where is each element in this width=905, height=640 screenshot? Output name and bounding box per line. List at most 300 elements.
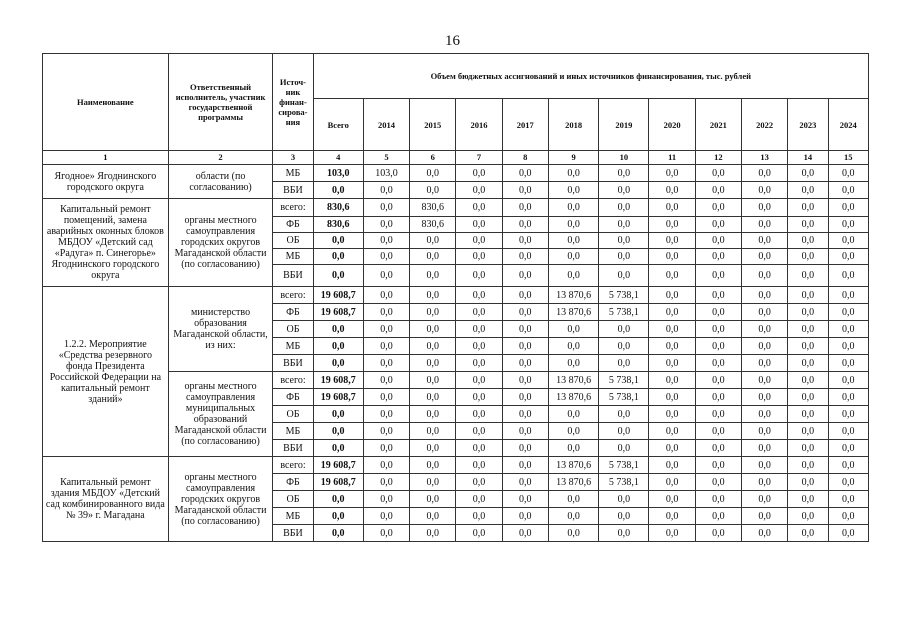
year-value-cell: 0,0 xyxy=(363,182,409,199)
executor-cell: органы местного самоуправления муниципальных образований Магаданской области (по согласованию) xyxy=(168,372,273,457)
year-value-cell: 0,0 xyxy=(456,355,502,372)
year-value-cell: 0,0 xyxy=(410,372,456,389)
year-value-cell: 0,0 xyxy=(363,217,409,233)
total-cell: 830,6 xyxy=(313,217,363,233)
column-number: 5 xyxy=(363,151,409,165)
financing-table xyxy=(42,53,869,542)
year-value-cell: 0,0 xyxy=(599,217,649,233)
year-value-cell: 0,0 xyxy=(742,372,788,389)
year-value-cell: 0,0 xyxy=(828,265,868,287)
year-value-cell: 0,0 xyxy=(828,165,868,182)
year-value-cell: 0,0 xyxy=(788,338,828,355)
total-cell: 0,0 xyxy=(313,338,363,355)
year-value-cell: 0,0 xyxy=(502,423,548,440)
year-value-cell: 0,0 xyxy=(410,406,456,423)
year-value-cell: 0,0 xyxy=(456,372,502,389)
year-value-cell: 0,0 xyxy=(599,406,649,423)
year-value-cell: 0,0 xyxy=(695,233,741,249)
total-cell: 103,0 xyxy=(313,165,363,182)
year-value-cell: 830,6 xyxy=(410,199,456,217)
year-value-cell: 0,0 xyxy=(788,304,828,321)
year-value-cell: 0,0 xyxy=(502,474,548,491)
year-value-cell: 0,0 xyxy=(742,265,788,287)
year-value-cell: 0,0 xyxy=(456,457,502,474)
year-value-cell: 0,0 xyxy=(742,321,788,338)
executor-cell: органы местного самоуправления городских округов Магаданской области (по согласованию) xyxy=(168,199,273,287)
year-value-cell: 0,0 xyxy=(548,355,598,372)
year-value-cell: 0,0 xyxy=(363,508,409,525)
total-cell: 0,0 xyxy=(313,406,363,423)
year-value-cell: 0,0 xyxy=(828,321,868,338)
column-number: 15 xyxy=(828,151,868,165)
total-cell: 0,0 xyxy=(313,249,363,265)
total-cell: 0,0 xyxy=(313,440,363,457)
year-value-cell: 0,0 xyxy=(828,474,868,491)
year-value-cell: 0,0 xyxy=(742,304,788,321)
source-cell: ВБИ xyxy=(273,182,313,199)
year-value-cell: 0,0 xyxy=(363,265,409,287)
total-cell: 0,0 xyxy=(313,265,363,287)
source-cell: ВБИ xyxy=(273,355,313,372)
year-value-cell: 0,0 xyxy=(548,440,598,457)
column-number: 13 xyxy=(742,151,788,165)
year-value-cell: 0,0 xyxy=(788,474,828,491)
year-value-cell: 0,0 xyxy=(502,525,548,542)
year-value-cell: 0,0 xyxy=(548,423,598,440)
year-value-cell: 5 738,1 xyxy=(599,304,649,321)
year-value-cell: 0,0 xyxy=(695,440,741,457)
year-value-cell: 0,0 xyxy=(742,406,788,423)
year-value-cell: 0,0 xyxy=(502,338,548,355)
year-value-cell: 0,0 xyxy=(695,287,741,304)
total-cell: 830,6 xyxy=(313,199,363,217)
col-header-year: 2021 xyxy=(695,99,741,151)
year-value-cell: 0,0 xyxy=(548,338,598,355)
year-value-cell: 0,0 xyxy=(363,406,409,423)
year-value-cell: 0,0 xyxy=(649,508,695,525)
year-value-cell: 0,0 xyxy=(788,287,828,304)
year-value-cell: 0,0 xyxy=(649,249,695,265)
year-value-cell: 0,0 xyxy=(599,338,649,355)
year-value-cell: 0,0 xyxy=(742,389,788,406)
year-value-cell: 0,0 xyxy=(788,423,828,440)
year-value-cell: 0,0 xyxy=(695,217,741,233)
column-number: 4 xyxy=(313,151,363,165)
col-header-year: 2014 xyxy=(363,99,409,151)
year-value-cell: 0,0 xyxy=(649,217,695,233)
col-header-name: Наименование xyxy=(43,54,169,151)
source-cell: всего: xyxy=(273,287,313,304)
year-value-cell: 0,0 xyxy=(363,233,409,249)
year-value-cell: 0,0 xyxy=(649,423,695,440)
column-number: 1 xyxy=(43,151,169,165)
year-value-cell: 0,0 xyxy=(788,389,828,406)
source-cell: МБ xyxy=(273,165,313,182)
total-cell: 19 608,7 xyxy=(313,372,363,389)
year-value-cell: 0,0 xyxy=(502,406,548,423)
year-value-cell: 0,0 xyxy=(599,165,649,182)
year-value-cell: 0,0 xyxy=(788,406,828,423)
year-value-cell: 0,0 xyxy=(742,338,788,355)
year-value-cell: 0,0 xyxy=(742,355,788,372)
year-value-cell: 0,0 xyxy=(788,265,828,287)
col-header-year: 2023 xyxy=(788,99,828,151)
year-value-cell: 0,0 xyxy=(649,474,695,491)
year-value-cell: 0,0 xyxy=(695,165,741,182)
year-value-cell: 0,0 xyxy=(548,265,598,287)
year-value-cell: 0,0 xyxy=(695,355,741,372)
source-cell: МБ xyxy=(273,249,313,265)
year-value-cell: 0,0 xyxy=(828,491,868,508)
year-value-cell: 0,0 xyxy=(548,182,598,199)
year-value-cell: 0,0 xyxy=(363,525,409,542)
year-value-cell: 0,0 xyxy=(649,265,695,287)
column-number: 3 xyxy=(273,151,313,165)
year-value-cell: 0,0 xyxy=(649,321,695,338)
year-value-cell: 0,0 xyxy=(548,491,598,508)
col-header-year: 2024 xyxy=(828,99,868,151)
source-cell: ВБИ xyxy=(273,440,313,457)
year-value-cell: 0,0 xyxy=(649,165,695,182)
year-value-cell: 0,0 xyxy=(410,233,456,249)
executor-cell: области (по согласованию) xyxy=(168,165,273,199)
source-cell: ОБ xyxy=(273,491,313,508)
year-value-cell: 0,0 xyxy=(649,440,695,457)
year-value-cell: 0,0 xyxy=(599,249,649,265)
year-value-cell: 0,0 xyxy=(788,508,828,525)
year-value-cell: 0,0 xyxy=(649,406,695,423)
source-cell: ФБ xyxy=(273,304,313,321)
year-value-cell: 0,0 xyxy=(502,389,548,406)
year-value-cell: 0,0 xyxy=(548,217,598,233)
source-cell: ФБ xyxy=(273,217,313,233)
column-number-row xyxy=(43,151,869,165)
year-value-cell: 0,0 xyxy=(742,217,788,233)
year-value-cell: 0,0 xyxy=(788,217,828,233)
year-value-cell: 0,0 xyxy=(788,372,828,389)
year-value-cell: 0,0 xyxy=(456,199,502,217)
total-cell: 0,0 xyxy=(313,423,363,440)
year-value-cell: 0,0 xyxy=(502,304,548,321)
year-value-cell: 0,0 xyxy=(788,165,828,182)
year-value-cell: 0,0 xyxy=(649,287,695,304)
year-value-cell: 0,0 xyxy=(828,440,868,457)
year-value-cell: 0,0 xyxy=(456,165,502,182)
year-value-cell: 0,0 xyxy=(742,474,788,491)
total-cell: 0,0 xyxy=(313,508,363,525)
year-value-cell: 0,0 xyxy=(828,525,868,542)
year-value-cell: 0,0 xyxy=(456,440,502,457)
column-number: 10 xyxy=(599,151,649,165)
source-cell: всего: xyxy=(273,199,313,217)
year-value-cell: 0,0 xyxy=(456,525,502,542)
year-value-cell: 0,0 xyxy=(649,372,695,389)
table-body xyxy=(43,54,869,542)
year-value-cell: 0,0 xyxy=(695,265,741,287)
year-value-cell: 0,0 xyxy=(410,265,456,287)
year-value-cell: 0,0 xyxy=(828,372,868,389)
year-value-cell: 0,0 xyxy=(742,440,788,457)
total-cell: 19 608,7 xyxy=(313,304,363,321)
year-value-cell: 0,0 xyxy=(742,525,788,542)
table-row xyxy=(43,287,869,304)
year-value-cell: 0,0 xyxy=(599,233,649,249)
year-value-cell: 0,0 xyxy=(456,406,502,423)
year-value-cell: 0,0 xyxy=(695,457,741,474)
year-value-cell: 0,0 xyxy=(742,165,788,182)
year-value-cell: 0,0 xyxy=(456,287,502,304)
year-value-cell: 0,0 xyxy=(788,199,828,217)
year-value-cell: 0,0 xyxy=(410,304,456,321)
year-value-cell: 0,0 xyxy=(363,199,409,217)
year-value-cell: 13 870,6 xyxy=(548,474,598,491)
year-value-cell: 0,0 xyxy=(742,199,788,217)
year-value-cell: 0,0 xyxy=(410,525,456,542)
year-value-cell: 0,0 xyxy=(410,338,456,355)
year-value-cell: 0,0 xyxy=(695,491,741,508)
year-value-cell: 0,0 xyxy=(742,287,788,304)
executor-cell: министерство образования Магаданской области, из них: xyxy=(168,287,273,372)
year-value-cell: 0,0 xyxy=(548,406,598,423)
year-value-cell: 0,0 xyxy=(502,217,548,233)
year-value-cell: 0,0 xyxy=(363,355,409,372)
year-value-cell: 0,0 xyxy=(456,217,502,233)
year-value-cell: 0,0 xyxy=(649,525,695,542)
year-value-cell: 0,0 xyxy=(502,165,548,182)
total-cell: 0,0 xyxy=(313,525,363,542)
page-number: 16 xyxy=(445,33,460,49)
total-cell: 19 608,7 xyxy=(313,457,363,474)
year-value-cell: 5 738,1 xyxy=(599,389,649,406)
year-value-cell: 0,0 xyxy=(649,233,695,249)
year-value-cell: 0,0 xyxy=(828,338,868,355)
year-value-cell: 0,0 xyxy=(742,508,788,525)
year-value-cell: 0,0 xyxy=(695,423,741,440)
year-value-cell: 0,0 xyxy=(742,491,788,508)
year-value-cell: 0,0 xyxy=(828,199,868,217)
measure-name-cell: Ягодное» Ягоднинского городского округа xyxy=(43,165,169,199)
year-value-cell: 0,0 xyxy=(502,199,548,217)
year-value-cell: 0,0 xyxy=(410,474,456,491)
year-value-cell: 0,0 xyxy=(788,491,828,508)
year-value-cell: 0,0 xyxy=(695,389,741,406)
total-cell: 0,0 xyxy=(313,355,363,372)
year-value-cell: 0,0 xyxy=(742,249,788,265)
total-cell: 19 608,7 xyxy=(313,389,363,406)
year-value-cell: 0,0 xyxy=(828,287,868,304)
year-value-cell: 0,0 xyxy=(502,182,548,199)
year-value-cell: 0,0 xyxy=(649,182,695,199)
total-cell: 0,0 xyxy=(313,233,363,249)
year-value-cell: 0,0 xyxy=(548,165,598,182)
col-header-year: 2020 xyxy=(649,99,695,151)
year-value-cell: 5 738,1 xyxy=(599,287,649,304)
year-value-cell: 0,0 xyxy=(410,491,456,508)
year-value-cell: 0,0 xyxy=(828,355,868,372)
total-cell: 0,0 xyxy=(313,321,363,338)
year-value-cell: 0,0 xyxy=(410,249,456,265)
year-value-cell: 0,0 xyxy=(548,321,598,338)
header-row-1 xyxy=(43,54,869,99)
year-value-cell: 0,0 xyxy=(456,508,502,525)
year-value-cell: 0,0 xyxy=(742,233,788,249)
year-value-cell: 0,0 xyxy=(695,304,741,321)
year-value-cell: 0,0 xyxy=(599,265,649,287)
year-value-cell: 0,0 xyxy=(502,249,548,265)
year-value-cell: 0,0 xyxy=(599,182,649,199)
year-value-cell: 0,0 xyxy=(788,233,828,249)
year-value-cell: 0,0 xyxy=(828,457,868,474)
column-number: 14 xyxy=(788,151,828,165)
col-header-total: Всего xyxy=(313,99,363,151)
year-value-cell: 0,0 xyxy=(548,199,598,217)
year-value-cell: 0,0 xyxy=(502,372,548,389)
year-value-cell: 0,0 xyxy=(410,440,456,457)
year-value-cell: 0,0 xyxy=(502,321,548,338)
year-value-cell: 0,0 xyxy=(695,406,741,423)
source-cell: ОБ xyxy=(273,406,313,423)
measure-name-cell: Капитальный ремонт здания МБДОУ «Детский сад комбинированного вида № 39» г. Магадана xyxy=(43,457,169,542)
col-header-year: 2017 xyxy=(502,99,548,151)
year-value-cell: 0,0 xyxy=(363,423,409,440)
year-value-cell: 0,0 xyxy=(456,249,502,265)
source-cell: ОБ xyxy=(273,321,313,338)
year-value-cell: 0,0 xyxy=(788,321,828,338)
year-value-cell: 0,0 xyxy=(788,525,828,542)
total-cell: 19 608,7 xyxy=(313,287,363,304)
year-value-cell: 0,0 xyxy=(502,440,548,457)
total-cell: 0,0 xyxy=(313,182,363,199)
col-header-executor: Ответственный исполнитель, участник государственной программы xyxy=(168,54,273,151)
year-value-cell: 0,0 xyxy=(828,304,868,321)
year-value-cell: 0,0 xyxy=(695,372,741,389)
year-value-cell: 0,0 xyxy=(599,491,649,508)
col-header-year: 2019 xyxy=(599,99,649,151)
year-value-cell: 13 870,6 xyxy=(548,372,598,389)
year-value-cell: 0,0 xyxy=(599,423,649,440)
year-value-cell: 0,0 xyxy=(456,338,502,355)
year-value-cell: 0,0 xyxy=(456,474,502,491)
year-value-cell: 0,0 xyxy=(548,508,598,525)
col-header-year: 2022 xyxy=(742,99,788,151)
year-value-cell: 0,0 xyxy=(363,491,409,508)
col-header-year: 2018 xyxy=(548,99,598,151)
year-value-cell: 0,0 xyxy=(828,508,868,525)
year-value-cell: 0,0 xyxy=(456,182,502,199)
source-cell: ФБ xyxy=(273,389,313,406)
source-cell: МБ xyxy=(273,508,313,525)
year-value-cell: 0,0 xyxy=(456,389,502,406)
year-value-cell: 0,0 xyxy=(649,338,695,355)
year-value-cell: 0,0 xyxy=(456,321,502,338)
year-value-cell: 0,0 xyxy=(742,457,788,474)
source-cell: ВБИ xyxy=(273,525,313,542)
year-value-cell: 0,0 xyxy=(695,249,741,265)
year-value-cell: 0,0 xyxy=(363,474,409,491)
year-value-cell: 0,0 xyxy=(548,525,598,542)
year-value-cell: 0,0 xyxy=(788,440,828,457)
column-number: 7 xyxy=(456,151,502,165)
year-value-cell: 0,0 xyxy=(695,525,741,542)
year-value-cell: 0,0 xyxy=(363,372,409,389)
year-value-cell: 13 870,6 xyxy=(548,457,598,474)
year-value-cell: 0,0 xyxy=(410,457,456,474)
year-value-cell: 0,0 xyxy=(456,491,502,508)
year-value-cell: 0,0 xyxy=(599,199,649,217)
year-value-cell: 0,0 xyxy=(410,508,456,525)
year-value-cell: 0,0 xyxy=(742,423,788,440)
column-number: 6 xyxy=(410,151,456,165)
year-value-cell: 0,0 xyxy=(828,182,868,199)
column-number: 8 xyxy=(502,151,548,165)
year-value-cell: 0,0 xyxy=(502,457,548,474)
year-value-cell: 0,0 xyxy=(695,508,741,525)
year-value-cell: 13 870,6 xyxy=(548,389,598,406)
year-value-cell: 0,0 xyxy=(456,265,502,287)
year-value-cell: 0,0 xyxy=(649,199,695,217)
year-value-cell: 0,0 xyxy=(410,182,456,199)
year-value-cell: 0,0 xyxy=(599,440,649,457)
year-value-cell: 0,0 xyxy=(363,389,409,406)
year-value-cell: 0,0 xyxy=(599,355,649,372)
year-value-cell: 0,0 xyxy=(456,304,502,321)
table-row xyxy=(43,199,869,217)
year-value-cell: 0,0 xyxy=(502,508,548,525)
year-value-cell: 13 870,6 xyxy=(548,304,598,321)
year-value-cell: 0,0 xyxy=(410,287,456,304)
year-value-cell: 0,0 xyxy=(828,217,868,233)
column-number: 9 xyxy=(548,151,598,165)
year-value-cell: 0,0 xyxy=(502,355,548,372)
year-value-cell: 0,0 xyxy=(599,508,649,525)
year-value-cell: 0,0 xyxy=(599,525,649,542)
table-row xyxy=(43,457,869,474)
year-value-cell: 13 870,6 xyxy=(548,287,598,304)
year-value-cell: 5 738,1 xyxy=(599,372,649,389)
year-value-cell: 5 738,1 xyxy=(599,457,649,474)
column-number: 11 xyxy=(649,151,695,165)
year-value-cell: 0,0 xyxy=(363,304,409,321)
executor-cell: органы местного самоуправления городских округов Магаданской области (по согласованию) xyxy=(168,457,273,542)
year-value-cell: 0,0 xyxy=(548,233,598,249)
year-value-cell: 0,0 xyxy=(363,457,409,474)
year-value-cell: 0,0 xyxy=(599,321,649,338)
year-value-cell: 0,0 xyxy=(363,321,409,338)
year-value-cell: 0,0 xyxy=(649,304,695,321)
column-number: 2 xyxy=(168,151,273,165)
year-value-cell: 0,0 xyxy=(363,440,409,457)
year-value-cell: 0,0 xyxy=(649,457,695,474)
year-value-cell: 0,0 xyxy=(828,249,868,265)
source-cell: МБ xyxy=(273,423,313,440)
year-value-cell: 103,0 xyxy=(363,165,409,182)
col-header-year: 2015 xyxy=(410,99,456,151)
year-value-cell: 0,0 xyxy=(456,233,502,249)
year-value-cell: 0,0 xyxy=(502,233,548,249)
year-value-cell: 0,0 xyxy=(502,287,548,304)
measure-name-cell: Капитальный ремонт помещений, замена аварийных оконных блоков МБДОУ «Детский сад «Радуга» п. Синегорье» Ягоднинского городского округа xyxy=(43,199,169,287)
year-value-cell: 0,0 xyxy=(502,491,548,508)
year-value-cell: 0,0 xyxy=(828,389,868,406)
year-value-cell: 0,0 xyxy=(649,491,695,508)
col-header-volume: Объем бюджетных ассигнований и иных источников финансирования, тыс. рублей xyxy=(313,54,868,99)
year-value-cell: 830,6 xyxy=(410,217,456,233)
year-value-cell: 0,0 xyxy=(548,249,598,265)
source-cell: ОБ xyxy=(273,233,313,249)
year-value-cell: 0,0 xyxy=(502,265,548,287)
source-cell: всего: xyxy=(273,457,313,474)
year-value-cell: 0,0 xyxy=(410,389,456,406)
